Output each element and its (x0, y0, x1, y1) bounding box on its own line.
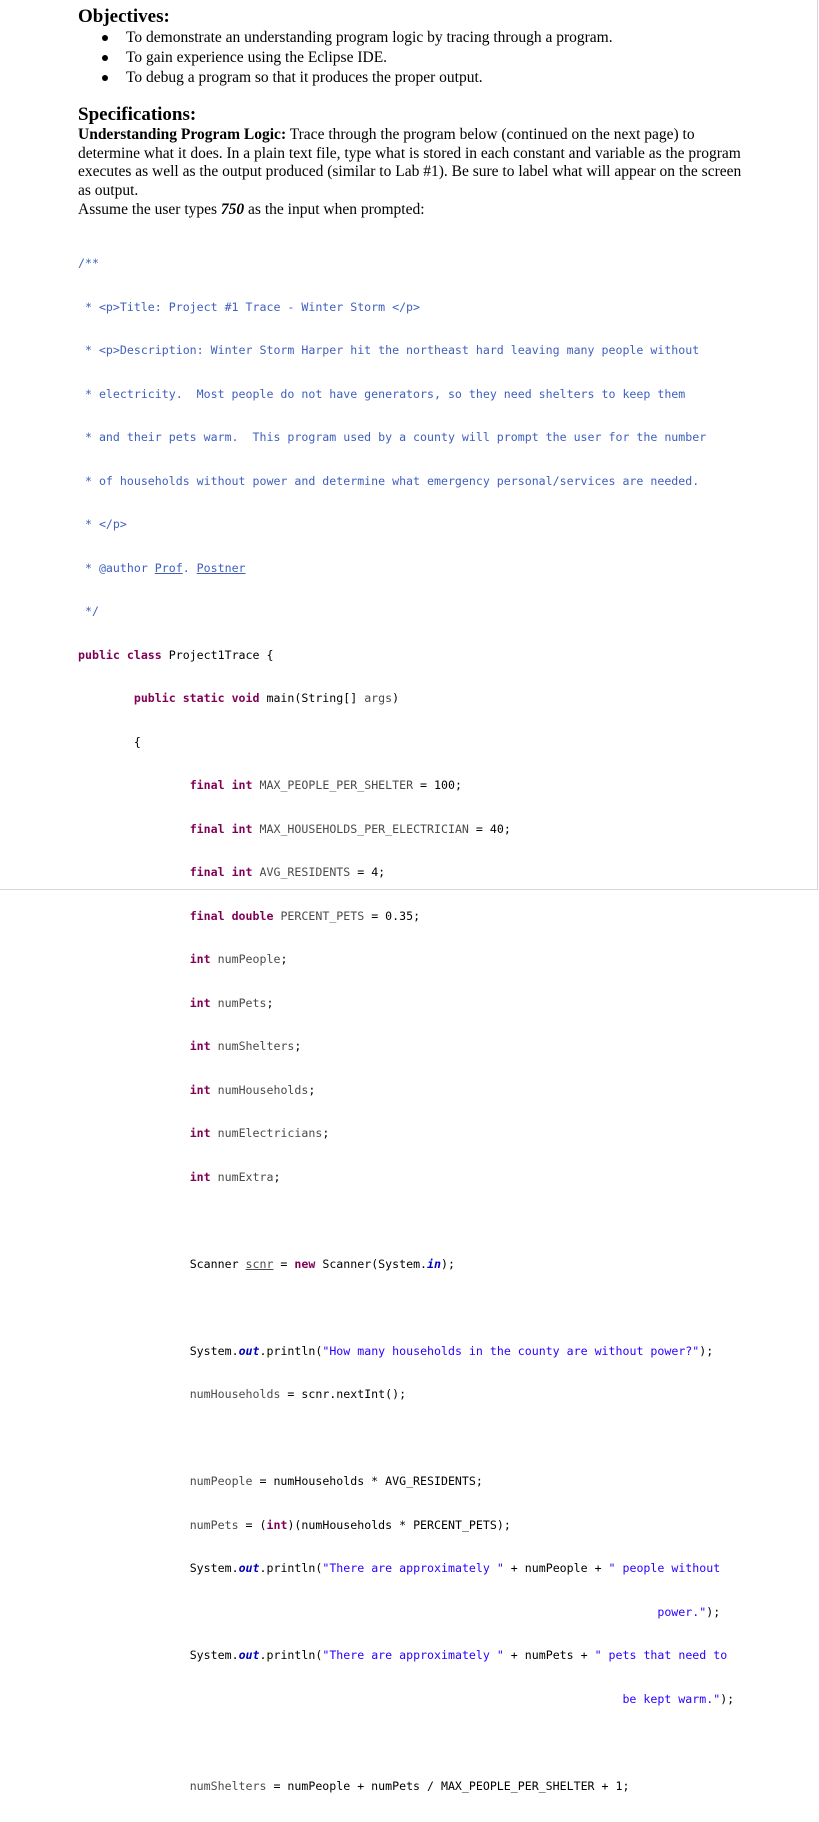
code-line: numPeople = numHouseholds * AVG_RESIDENTS; (189, 1474, 483, 1488)
code-line: /** (78, 256, 99, 270)
code-line: power."); (657, 1604, 721, 1619)
code-line: be kept warm."); (622, 1691, 735, 1706)
code-line (78, 1735, 734, 1751)
code-line: * </p> (78, 517, 127, 531)
list-item: To gain experience using the Eclipse IDE. (96, 48, 613, 68)
code-line: System.out.println("How many households in the county are without power?"); (189, 1343, 714, 1358)
code-line: int numPets; (189, 995, 274, 1010)
code-line: numHouseholds = scnr.nextInt(); (189, 1387, 407, 1401)
code-line: int numElectricians; (189, 1126, 330, 1140)
list-item: To debug a program so that it produces the proper output. (96, 68, 613, 88)
code-line: { (133, 734, 141, 749)
code-line: public static void main(String[] args) (133, 691, 400, 705)
code-line: System.out.println("There are approximately " + numPeople + " people without (189, 1561, 721, 1575)
code-line: int numPeople; (189, 952, 288, 966)
code-line: public class Project1Trace { (78, 647, 274, 662)
code-line: * <p>Title: Project #1 Trace - Winter Storm </p> (78, 299, 421, 314)
input-value: 750 (220, 201, 245, 218)
code-line: * @author Prof. Postner (78, 560, 246, 575)
specifications-paragraph: Understanding Program Logic: Trace through the program below (continued on the next page) to determine what it does. In a plain text file, type what is stored in each constant and variable as the program executes as well as the output produced (similar to Lab #1). Be sure to label what will appear on the screen as output. (78, 126, 742, 199)
code-line: int numHouseholds; (189, 1082, 316, 1097)
objectives-list (96, 28, 613, 88)
bullet-icon (102, 55, 108, 61)
code-line: numPets = (int)(numHouseholds * PERCENT_PETS); (189, 1517, 511, 1532)
assumption-line: Assume the user types 750 as the input when prompted: (78, 201, 425, 218)
code-line: * electricity. Most people do not have generators, so they need shelters to keep them (78, 386, 686, 401)
code-line: numShelters = numPeople + numPets / MAX_PEOPLE_PER_SHELTER + 1; (189, 1778, 630, 1793)
code-line: final int MAX_PEOPLE_PER_SHELTER = 100; (189, 778, 462, 792)
bullet-icon (102, 75, 108, 81)
list-item: To demonstrate an understanding program logic by tracing through a program. (96, 28, 613, 48)
code-line: * and their pets warm. This program used by a county will prompt the user for the number (78, 430, 707, 444)
code-line (78, 1213, 734, 1229)
code-line (78, 1300, 734, 1316)
lead-label: Understanding Program Logic: (78, 126, 287, 143)
code-line: final int MAX_HOUSEHOLDS_PER_ELECTRICIAN = 40; (189, 821, 511, 836)
code-line: Scanner scnr = new Scanner(System.in); (189, 1256, 455, 1271)
code-line: System.out.println("There are approximately " + numPets + " pets that need to (189, 1648, 728, 1662)
code-line: * <p>Description: Winter Storm Harper hit the northeast hard leaving many people without (78, 343, 700, 357)
code-line (78, 1431, 734, 1447)
code-line: int numShelters; (189, 1039, 302, 1053)
specifications-heading: Specifications: (78, 104, 197, 125)
code-line: * of households without power and determine what emergency personal/services are needed. (78, 473, 700, 488)
objectives-heading: Objectives: (78, 6, 170, 27)
bullet-icon (102, 35, 108, 41)
code-line: final double PERCENT_PETS = 0.35; (189, 908, 421, 923)
code-line: final int AVG_RESIDENTS = 4; (189, 865, 386, 879)
code-listing (78, 228, 734, 1822)
code-line: */ (78, 604, 99, 618)
code-line: int numExtra; (189, 1169, 281, 1184)
